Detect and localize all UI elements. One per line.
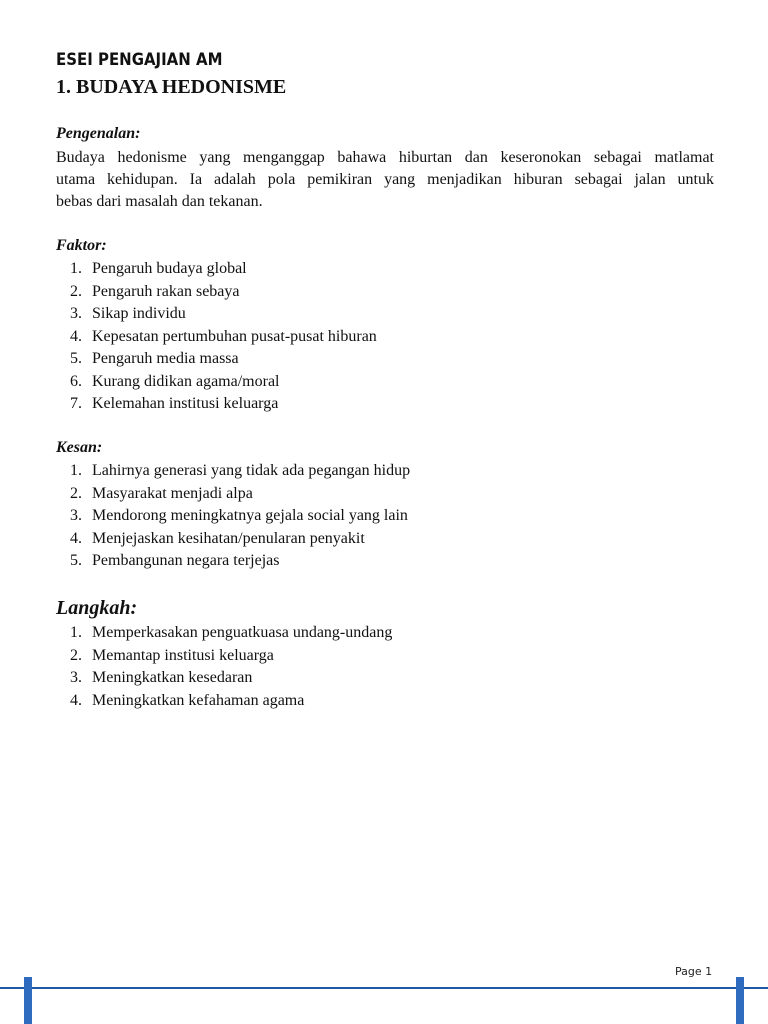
list-item-text: Kurang didikan agama/moral [92, 372, 280, 390]
topic-number: 1. [56, 76, 71, 98]
footer-right-bar [736, 977, 744, 1024]
list-item-text: Memperkasakan penguatkuasa undang-undang [92, 624, 393, 641]
list-item [56, 528, 410, 551]
topic-title: BUDAYA HEDONISME [76, 76, 287, 98]
list-item-text: Meningkatkan kefahaman agama [92, 691, 305, 709]
list-item-text: Kelemahan institusi keluarga [92, 395, 279, 412]
list-item [56, 667, 392, 690]
list-item [56, 505, 410, 528]
paragraph-line: utama kehidupan. Ia adalah pola pemikiran yang menjadikan hiburan sebagai jalan untuk [56, 171, 714, 188]
essay-topic-heading [56, 76, 286, 99]
paragraph-line: bebas dari masalah dan tekanan. [56, 193, 263, 210]
list-item-number: 7. [70, 395, 82, 412]
list-item-number: 2. [70, 646, 82, 664]
list-item-text: Mendorong meningkatnya gejala social yang lain [92, 507, 408, 524]
list-item [56, 483, 410, 506]
faktor-list [56, 258, 377, 416]
essay-header-title: ESEI PENGAJIAN AM [56, 50, 223, 70]
list-item-text: Pengaruh media massa [92, 350, 239, 367]
list-item-number: 2. [70, 282, 82, 300]
list-item-text: Kepesatan pertumbuhan pusat-pusat hiburan [92, 327, 377, 345]
list-item-number: 1. [70, 260, 82, 277]
list-item-text: Menjejaskan kesihatan/penularan penyakit [92, 529, 365, 547]
list-item [56, 645, 392, 668]
list-item-text: Pengaruh budaya global [92, 260, 247, 277]
list-item-number: 5. [70, 350, 82, 367]
list-item-number: 4. [70, 327, 82, 345]
footer-left-bar [24, 977, 32, 1024]
list-item [56, 550, 410, 573]
list-item [56, 326, 377, 349]
list-item [56, 460, 410, 483]
list-item-text: Masyarakat menjadi alpa [92, 484, 253, 502]
list-item-number: 3. [70, 507, 82, 524]
list-item [56, 393, 377, 416]
list-item-number: 4. [70, 691, 82, 709]
langkah-label: Langkah: [56, 597, 138, 619]
list-item [56, 348, 377, 371]
footer-rule [0, 987, 768, 989]
list-item [56, 690, 392, 713]
list-item-number: 5. [70, 552, 82, 569]
list-item-number: 3. [70, 305, 82, 322]
langkah-list [56, 622, 392, 712]
list-item-text: Memantap institusi keluarga [92, 646, 274, 664]
pengenalan-label: Pengenalan: [56, 125, 141, 142]
list-item [56, 303, 377, 326]
page-number: Page 1 [675, 965, 713, 978]
kesan-list [56, 460, 410, 573]
list-item-text: Pengaruh rakan sebaya [92, 282, 240, 300]
list-item-number: 1. [70, 624, 82, 641]
paragraph-line: Budaya hedonisme yang menganggap bahawa hiburtan dan keseronokan sebagai matlamat [56, 149, 714, 166]
list-item [56, 622, 392, 645]
list-item-number: 4. [70, 529, 82, 547]
list-item-text: Pembangunan negara terjejas [92, 552, 280, 569]
kesan-label: Kesan: [56, 439, 103, 456]
pengenalan-paragraph [56, 147, 714, 213]
list-item-number: 1. [70, 462, 82, 479]
list-item [56, 371, 377, 394]
list-item [56, 281, 377, 304]
faktor-label: Faktor: [56, 237, 107, 254]
list-item-number: 3. [70, 669, 82, 686]
list-item-text: Lahirnya generasi yang tidak ada pegangan hidup [92, 462, 411, 479]
list-item [56, 258, 377, 281]
list-item-number: 2. [70, 484, 82, 502]
list-item-number: 6. [70, 372, 82, 390]
list-item-text: Sikap individu [92, 305, 186, 322]
list-item-text: Meningkatkan kesedaran [92, 669, 253, 686]
